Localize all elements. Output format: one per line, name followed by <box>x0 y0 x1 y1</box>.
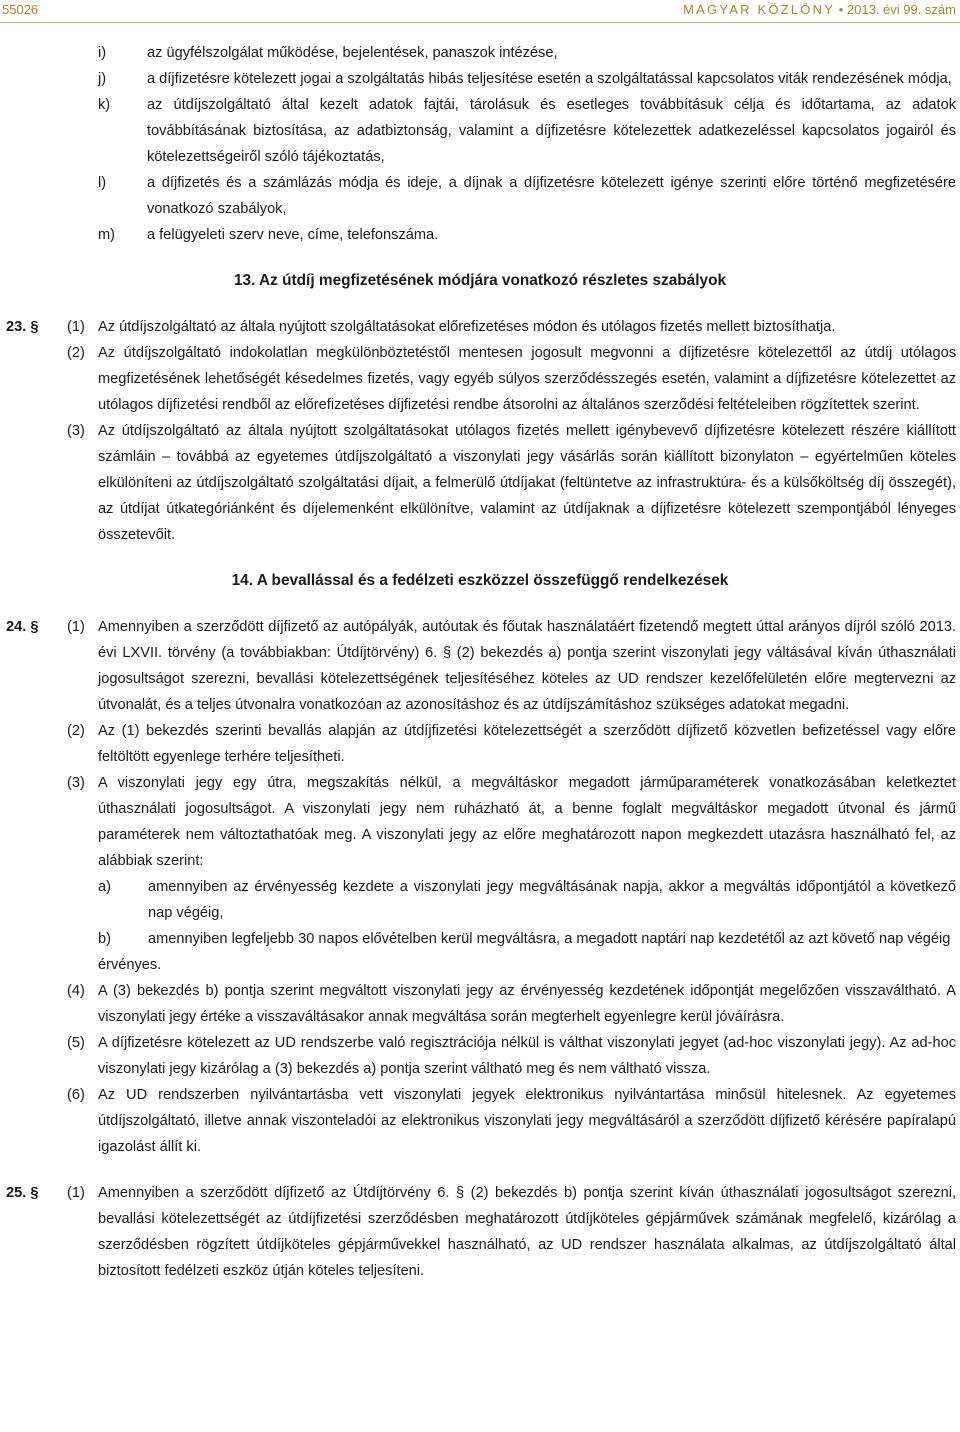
paragraph-text: Az UD rendszerben nyilvántartásba vett viszonylati jegyek elektronikus nyilvántartása minősül hitelesnek. Az egyetemes útdíjszolgáltató, illetve annak viszonteladói az elektronikus viszonylati jegy megváltásáról a szerződött díjfizető kérésére papíralapú igazolást állít ki. <box>98 1087 956 1155</box>
paragraph-number: (2) <box>67 345 85 361</box>
paragraph <box>0 978 960 1030</box>
sub-list-item-text: amennyiben az érvényesség kezdete a viszonylati jegy megváltásának napja, akkor a megváltás időpontjától a következő nap végéig, <box>148 879 956 921</box>
paragraph-number: (4) <box>67 983 85 999</box>
paragraph-text: A viszonylati jegy egy útra, megszakítás nélkül, a megváltáskor megadott járműparaméterek vonatkozásában keletkeztet úthasználati jogosultságot. A viszonylati jegy nem ruházható át, a benne foglalt megváltáskor megadott útvonal és jármű paraméterek nem változtathatóak meg. A viszonylati jegy az előre meghatározott napon megkezdett utazásra használható fel, az alábbiak szerint: <box>98 775 956 869</box>
paragraph <box>0 614 960 718</box>
paragraph-text: Az (1) bekezdés szerinti bevallás alapján az útdíjfizetési kötelezettségét a szerződött díjfizető közvetlen befizetéssel vagy előre feltöltött egyenlege terhére teljesítheti. <box>98 723 956 765</box>
paragraph <box>0 770 960 874</box>
sub-list-item-letter: b) <box>98 931 111 947</box>
paragraph-number: (1) <box>67 619 85 635</box>
paragraph-tail: érvényes. <box>98 957 162 973</box>
paragraph-text: Az útdíjszolgáltató az általa nyújtott szolgáltatásokat utólagos fizetés mellett igénybevevő díjfizetésre kötelezett részére kiállított számláin – továbbá az egyetemes útdíjszolgáltató a viszonylati jegy vásárlás során kiállított bizonylaton – egyértelműen köteles elkülöníteni az útdíjszolgáltató szolgáltatási díjait, a felmerülő útdíjakat (feltüntetve az infrastruktúra- és a külsőköltség díj összegét), az útdíjat útkategóriánként és díjelemenként elkülönítve, valamint az útdíjaknak a díjfizetésre kötelezett szempontjából lényeges összetevőit. <box>98 423 956 543</box>
article-24 <box>0 614 960 1160</box>
list-item <box>0 92 960 170</box>
paragraph-text: Amennyiben a szerződött díjfizető az Útdíjtörvény 6. § (2) bekezdés b) pontja szerint kíván úthasználati jogosultságot szerezni, bevallási kötelezettségét az útdíjfizetési szerződésben meghatározott útdíjköteles gépjárművek számának megfelelő, kizárólag a szerződésben rögzített útdíjköteles gépjárművekkel használható, az UD rendszer használata alkalmas, az útdíjszolgáltató által biztosított fedélzeti eszköz útján köteles teljesíteni. <box>98 1185 956 1279</box>
list-item-letter: m) <box>98 227 116 243</box>
sub-list-item-text: amennyiben legfeljebb 30 napos elővételben kerül megváltásra, a megadott naptári nap kezdetétől az azt követő nap végéig <box>148 931 951 947</box>
document-body <box>0 40 960 1284</box>
list-item-text: az útdíjszolgáltató által kezelt adatok fajtái, tárolásuk és esetleges továbbításuk célja és időtartama, az adatok továbbításának biztosítása, az adatbiztonság, valamint a díjfizetésre kötelezettek adatkezeléssel kapcsolatos jogairól és kötelezettségeiről szóló tájékoztatás, <box>147 97 956 165</box>
paragraph <box>0 1180 960 1284</box>
article-25 <box>0 1180 960 1284</box>
paragraph-number: (3) <box>67 423 85 439</box>
article-number: 25. § <box>6 1185 39 1201</box>
issue-info: 2013. évi 99. szám <box>846 2 956 17</box>
list-item-text: a díjfizetésre kötelezett jogai a szolgáltatás hibás teljesítése esetén a szolgáltatással kapcsolatos viták rendezésének módja, <box>147 71 952 87</box>
header-bullet: • <box>838 2 844 17</box>
paragraph-text: Az útdíjszolgáltató az általa nyújtott szolgáltatásokat előrefizetéses módon és utólagos fizetés mellett biztosíthatja. <box>98 319 836 335</box>
sub-list-item <box>0 874 960 926</box>
paragraph <box>0 418 960 548</box>
page-number: 55026 <box>2 2 39 17</box>
paragraph-text: A (3) bekezdés b) pontja szerint megváltott viszonylati jegy az érvényesség kezdetének időpontját megelőzően visszaváltható. A viszonylati jegy értéke a visszaváltásakor annak megváltása során megterhelt egyenlegre kerül jóváírásra. <box>98 983 956 1025</box>
list-item <box>0 40 960 66</box>
list-item <box>0 66 960 92</box>
page-header <box>0 0 960 23</box>
journal-name: MAGYAR KÖZLÖNY <box>683 2 836 17</box>
paragraph-number: (1) <box>67 319 85 335</box>
paragraph <box>0 718 960 770</box>
paragraph-number: (1) <box>67 1185 85 1201</box>
list-item-letter: i) <box>98 45 107 61</box>
paragraph-number: (2) <box>67 723 85 739</box>
paragraph <box>0 1030 960 1082</box>
list-item-text: a felügyeleti szerv neve, címe, telefonszáma. <box>147 227 439 243</box>
sub-list-item-letter: a) <box>98 879 111 895</box>
paragraph-number: (6) <box>67 1087 85 1103</box>
paragraph-text: Az útdíjszolgáltató indokolatlan megkülönböztetéstől mentesen jogosult megvonni a díjfizetésre kötelezettől az útdíj utólagos megfizetésének lehetőségét késedelmes fizetés, vagy egyéb súlyos szerződésszegés esetén, valamint a díjfizetésre kötelezettet az utólagos díjfizetési rendből az előrefizetéses díjfizetési rendbe átsorolni az általános szerződési feltételeiben rögzítettek szerint. <box>98 345 956 413</box>
section-title: 14. A bevallással és a fedélzeti eszközzel összefüggő rendelkezések <box>231 572 729 589</box>
article-23 <box>0 314 960 548</box>
paragraph <box>0 340 960 418</box>
list-item-letter: l) <box>98 175 107 191</box>
sub-list-item <box>0 926 960 952</box>
list-item <box>0 170 960 222</box>
article-number: 23. § <box>6 319 39 335</box>
paragraph-text: Amennyiben a szerződött díjfizető az autópályák, autóutak és főutak használatáért fizetendő megtett úttal arányos díjról szóló 2013. évi LXVII. törvény (a továbbiakban: Útdíjtörvény) 6. § (2) bekezdés a) pontja szerint viszonylati jegy váltásával kíván úthasználati jogosultságot szerezni, bevallási kötelezettségének teljesítéséhez köteles az UD rendszer kezelőfelületén előre megtervezni az útvonalát, és a teljes útvonalra vonatkozóan az azonosításhoz és az útdíjszámításhoz szükséges adatokat megadni. <box>98 619 956 713</box>
list-item <box>0 222 960 248</box>
journal-info <box>683 2 956 17</box>
paragraph-number: (5) <box>67 1035 85 1051</box>
article-number: 24. § <box>6 619 39 635</box>
list-item-text: a díjfizetés és a számlázás módja és ideje, a díjnak a díjfizetésre kötelezett igénye szerinti előre történő megfizetésére vonatkozó szabályok, <box>147 175 956 217</box>
paragraph-text: A díjfizetésre kötelezett az UD rendszerbe való regisztrációja nélkül is válthat viszonylati jegyet (ad-hoc viszonylati jegy). Az ad-hoc viszonylati jegy kizárólag a (3) bekezdés a) pontja szerint váltható meg és nem váltható vissza. <box>98 1035 956 1077</box>
list-item-letter: k) <box>98 97 111 113</box>
paragraph <box>0 1082 960 1160</box>
paragraph-number: (3) <box>67 775 85 791</box>
section-title: 13. Az útdíj megfizetésének módjára vonatkozó részletes szabályok <box>233 272 727 289</box>
paragraph <box>0 314 960 340</box>
list-item-text: az ügyfélszolgálat működése, bejelentések, panaszok intézése, <box>147 45 558 61</box>
list-item-letter: j) <box>98 71 107 87</box>
